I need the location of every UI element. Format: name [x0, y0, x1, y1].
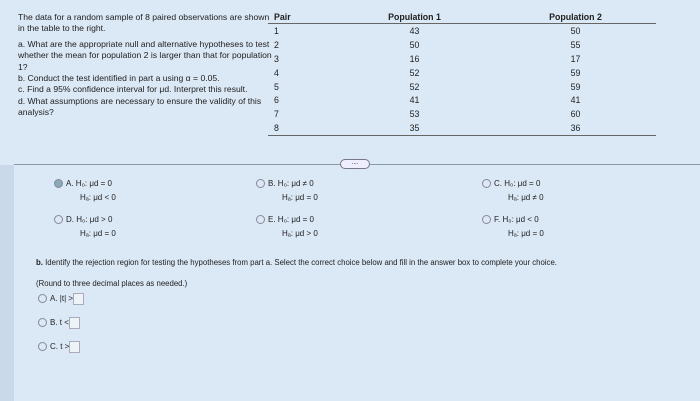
hypothesis-option-a[interactable] — [54, 177, 116, 205]
left-edge — [0, 165, 14, 401]
null-hypothesis: H₀: μd ≠ 0 — [277, 179, 314, 188]
population-1-cell: 52 — [409, 67, 420, 78]
pair-cell: 2 — [274, 39, 279, 50]
table-row — [268, 38, 656, 52]
question-part-b: b. Conduct the test identified in part a using α = 0.05. — [18, 73, 220, 84]
population-2-cell: 41 — [570, 95, 581, 106]
radio-button[interactable] — [482, 215, 491, 224]
radio-button[interactable] — [38, 342, 47, 351]
table-row — [268, 107, 656, 121]
hypothesis-option-b[interactable] — [256, 177, 318, 205]
question-intro: The data for a random sample of 8 paired observations are shown in the table to the right. — [18, 12, 270, 34]
pair-cell: 7 — [274, 109, 279, 120]
header-population-2: Population 2 — [495, 12, 656, 24]
radio-button[interactable] — [54, 179, 63, 188]
population-2-cell: 55 — [570, 39, 581, 50]
part-b-prompt — [36, 258, 656, 267]
table-row — [268, 80, 656, 94]
radio-button[interactable] — [482, 179, 491, 188]
option-label: C. — [494, 179, 502, 188]
table-row — [268, 52, 656, 66]
table-row — [268, 93, 656, 107]
question-text — [18, 12, 276, 119]
answer-input[interactable] — [73, 293, 84, 305]
answer-input[interactable] — [69, 341, 80, 353]
option-label: A. — [50, 294, 58, 303]
population-1-cell: 53 — [409, 109, 420, 120]
population-1-cell: 50 — [409, 39, 420, 50]
option-label: B. — [268, 179, 276, 188]
rejection-expression: t < — [59, 318, 69, 327]
part-b-text: Identify the rejection region for testing the hypotheses from part a. Select the correct choice below and fill in the answer box to complete your choice. — [42, 258, 557, 267]
population-2-cell: 59 — [570, 67, 581, 78]
population-1-cell: 52 — [409, 81, 420, 92]
population-1-cell: 41 — [409, 95, 420, 106]
null-hypothesis: H₀: μd = 0 — [504, 179, 541, 188]
null-hypothesis: H₀: μd = 0 — [277, 215, 314, 224]
alt-hypothesis: Hₐ: μd = 0 — [80, 229, 116, 238]
alt-hypothesis: Hₐ: μd = 0 — [508, 229, 544, 238]
population-1-cell: 43 — [409, 25, 420, 36]
null-hypothesis: H₀: μd > 0 — [76, 215, 113, 224]
population-2-cell: 59 — [570, 81, 581, 92]
population-2-cell: 60 — [570, 109, 581, 120]
option-label: C. — [50, 342, 58, 351]
option-label: D. — [66, 215, 74, 224]
pair-cell: 5 — [274, 81, 279, 92]
alt-hypothesis: Hₐ: μd > 0 — [282, 229, 318, 238]
population-1-cell: 16 — [409, 53, 420, 64]
radio-button[interactable] — [38, 318, 47, 327]
population-2-cell: 50 — [570, 25, 581, 36]
round-note: (Round to three decimal places as needed.) — [36, 279, 188, 288]
hypothesis-option-d[interactable] — [54, 213, 116, 241]
option-label: E. — [268, 215, 276, 224]
option-label: F. — [494, 215, 501, 224]
null-hypothesis: H₀: μd = 0 — [75, 179, 112, 188]
question-part-c: c. Find a 95% confidence interval for μd. Interpret this result. — [18, 84, 248, 95]
question-part-a: a. What are the appropriate null and alternative hypotheses to test whether the mean for population 2 is larger than that for population 1? — [18, 38, 272, 72]
rejection-expression: |t| > — [59, 294, 74, 303]
header-pair: Pair — [268, 12, 334, 24]
expand-button[interactable]: .... — [340, 159, 370, 169]
rejection-expression: t > — [60, 342, 70, 351]
part-b-label: b. — [36, 258, 43, 267]
pair-cell: 8 — [268, 121, 334, 135]
alt-hypothesis: Hₐ: μd = 0 — [282, 193, 318, 202]
answer-input[interactable] — [69, 317, 80, 329]
hypothesis-option-c[interactable] — [482, 177, 544, 205]
alt-hypothesis: Hₐ: μd ≠ 0 — [508, 193, 544, 202]
radio-button[interactable] — [38, 294, 47, 303]
hypothesis-option-e[interactable] — [256, 213, 318, 241]
null-hypothesis: H₀: μd < 0 — [502, 215, 539, 224]
radio-button[interactable] — [256, 215, 265, 224]
pair-cell: 1 — [274, 25, 279, 36]
header-population-1: Population 1 — [334, 12, 495, 24]
pair-cell: 4 — [274, 67, 279, 78]
option-label: B. — [50, 318, 58, 327]
table-row — [268, 24, 656, 38]
table-row — [268, 66, 656, 80]
population-2-cell: 17 — [570, 53, 581, 64]
radio-button[interactable] — [256, 179, 265, 188]
rejection-option-a[interactable] — [38, 292, 84, 306]
population-1-cell: 35 — [334, 121, 495, 135]
radio-button[interactable] — [54, 215, 63, 224]
question-part-d: d. What assumptions are necessary to ensure the validity of this analysis? — [18, 95, 262, 118]
table-row — [268, 121, 656, 135]
alt-hypothesis: Hₐ: μd < 0 — [80, 193, 116, 202]
pair-cell: 3 — [274, 53, 279, 64]
hypothesis-option-f[interactable] — [482, 213, 544, 241]
population-2-cell: 36 — [495, 121, 656, 135]
data-table — [268, 12, 656, 136]
option-label: A. — [66, 179, 74, 188]
pair-cell: 6 — [274, 95, 279, 106]
rejection-option-c[interactable] — [38, 340, 80, 354]
rejection-option-b[interactable] — [38, 316, 80, 330]
